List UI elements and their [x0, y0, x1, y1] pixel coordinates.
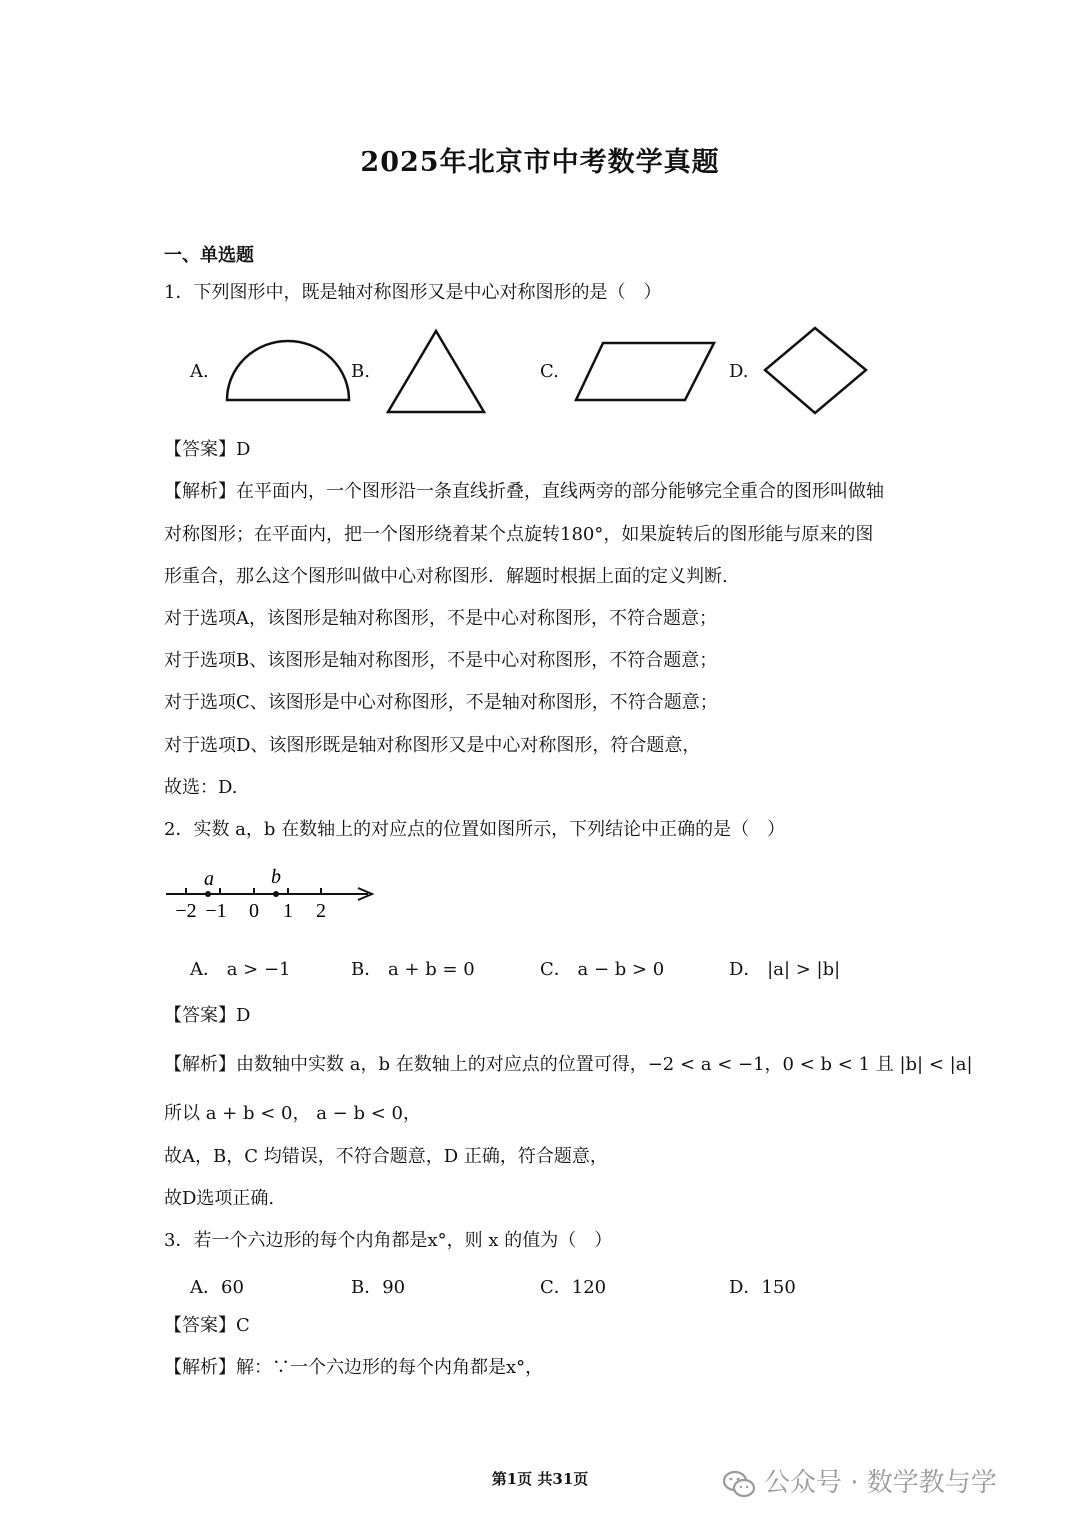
q2-line: 所以 a + b < 0， a − b < 0， [164, 1103, 421, 1124]
q1-item-d: 对于选项D、该图形既是轴对称图形又是中心对称图形，符合题意， [164, 735, 701, 756]
q1-stem: 1．下列图形中，既是轴对称图形又是中心对称图形的是（ ） [164, 282, 662, 303]
q1-analysis-line: 形重合，那么这个图形叫做中心对称图形．解题时根据上面的定义判断. [164, 566, 728, 587]
q1-option-c-label: C. [540, 361, 559, 382]
label-b: b [271, 866, 281, 888]
q2-answer: 【答案】D [164, 1005, 251, 1026]
q1-analysis-line: 【解析】在平面内，一个图形沿一条直线折叠，直线两旁的部分能够完全重合的图形叫做轴 [164, 481, 884, 502]
q2-option-b: B． a + b = 0 [351, 959, 475, 980]
tick-label: −1 [205, 900, 227, 922]
q2-option-c: C． a − b > 0 [540, 959, 665, 980]
semicircle-figure [224, 340, 352, 404]
number-line [164, 862, 384, 926]
q1-item-b: 对于选项B、该图形是轴对称图形，不是中心对称图形，不符合题意； [164, 650, 718, 671]
point-b [273, 891, 279, 897]
q3-option-b: B．90 [351, 1277, 406, 1298]
wechat-icon [722, 1469, 756, 1499]
q2-stem: 2．实数 a，b 在数轴上的对应点的位置如图所示，下列结论中正确的是（ ） [164, 819, 786, 840]
q1-conclusion: 故选：D. [164, 777, 238, 798]
point-a [205, 891, 211, 897]
tick-label: −2 [175, 900, 197, 922]
q2-analysis: 【解析】由数轴中实数 a，b 在数轴上的对应点的位置可得，−2 < a < −1，0 < b < 1 且 |b| < |a| [164, 1054, 973, 1075]
q3-option-c: C．120 [540, 1277, 607, 1298]
q2-line: 故A，B，C 均错误，不符合题意，D 正确，符合题意， [164, 1146, 608, 1167]
rhombus-figure [762, 325, 870, 417]
q1-item-a: 对于选项A，该图形是轴对称图形，不是中心对称图形，不符合题意； [164, 608, 717, 629]
page-title: 2025年北京市中考数学真题 [360, 147, 720, 178]
q3-analysis: 【解析】解：∵一个六边形的每个内角都是x°， [164, 1357, 544, 1378]
section-heading: 一、单选题 [164, 245, 254, 266]
q2-line: 故D选项正确. [164, 1188, 275, 1209]
q2-option-a: A． a > −1 [190, 959, 291, 980]
q3-option-d: D．150 [729, 1277, 796, 1298]
watermark [722, 1462, 997, 1499]
label-a: a [204, 868, 214, 890]
tick-label: 0 [249, 900, 259, 922]
parallelogram-figure [573, 340, 717, 404]
q1-answer: 【答案】D [164, 439, 251, 460]
page-footer: 第1页 共31页 [491, 1470, 589, 1488]
tick-label: 2 [316, 900, 326, 922]
q3-option-a: A．60 [190, 1277, 244, 1298]
q3-answer: 【答案】C [164, 1315, 250, 1336]
watermark-text: 公众号 · 数学教与学 [764, 1468, 997, 1498]
q1-analysis-line: 对称图形；在平面内，把一个图形绕着某个点旋转180°，如果旋转后的图形能与原来的图 [164, 524, 874, 545]
q1-option-b-label: B. [351, 361, 370, 382]
q1-option-a-label: A. [190, 361, 209, 382]
q2-option-d: D． |a| > |b| [729, 959, 841, 980]
q3-stem: 3．若一个六边形的每个内角都是x°，则 x 的值为（ ） [164, 1230, 613, 1251]
q1-option-d-label: D. [729, 361, 749, 382]
q1-item-c: 对于选项C、该图形是中心对称图形，不是轴对称图形，不符合题意； [164, 692, 718, 713]
tick-label: 1 [283, 900, 293, 922]
triangle-figure [385, 328, 487, 416]
